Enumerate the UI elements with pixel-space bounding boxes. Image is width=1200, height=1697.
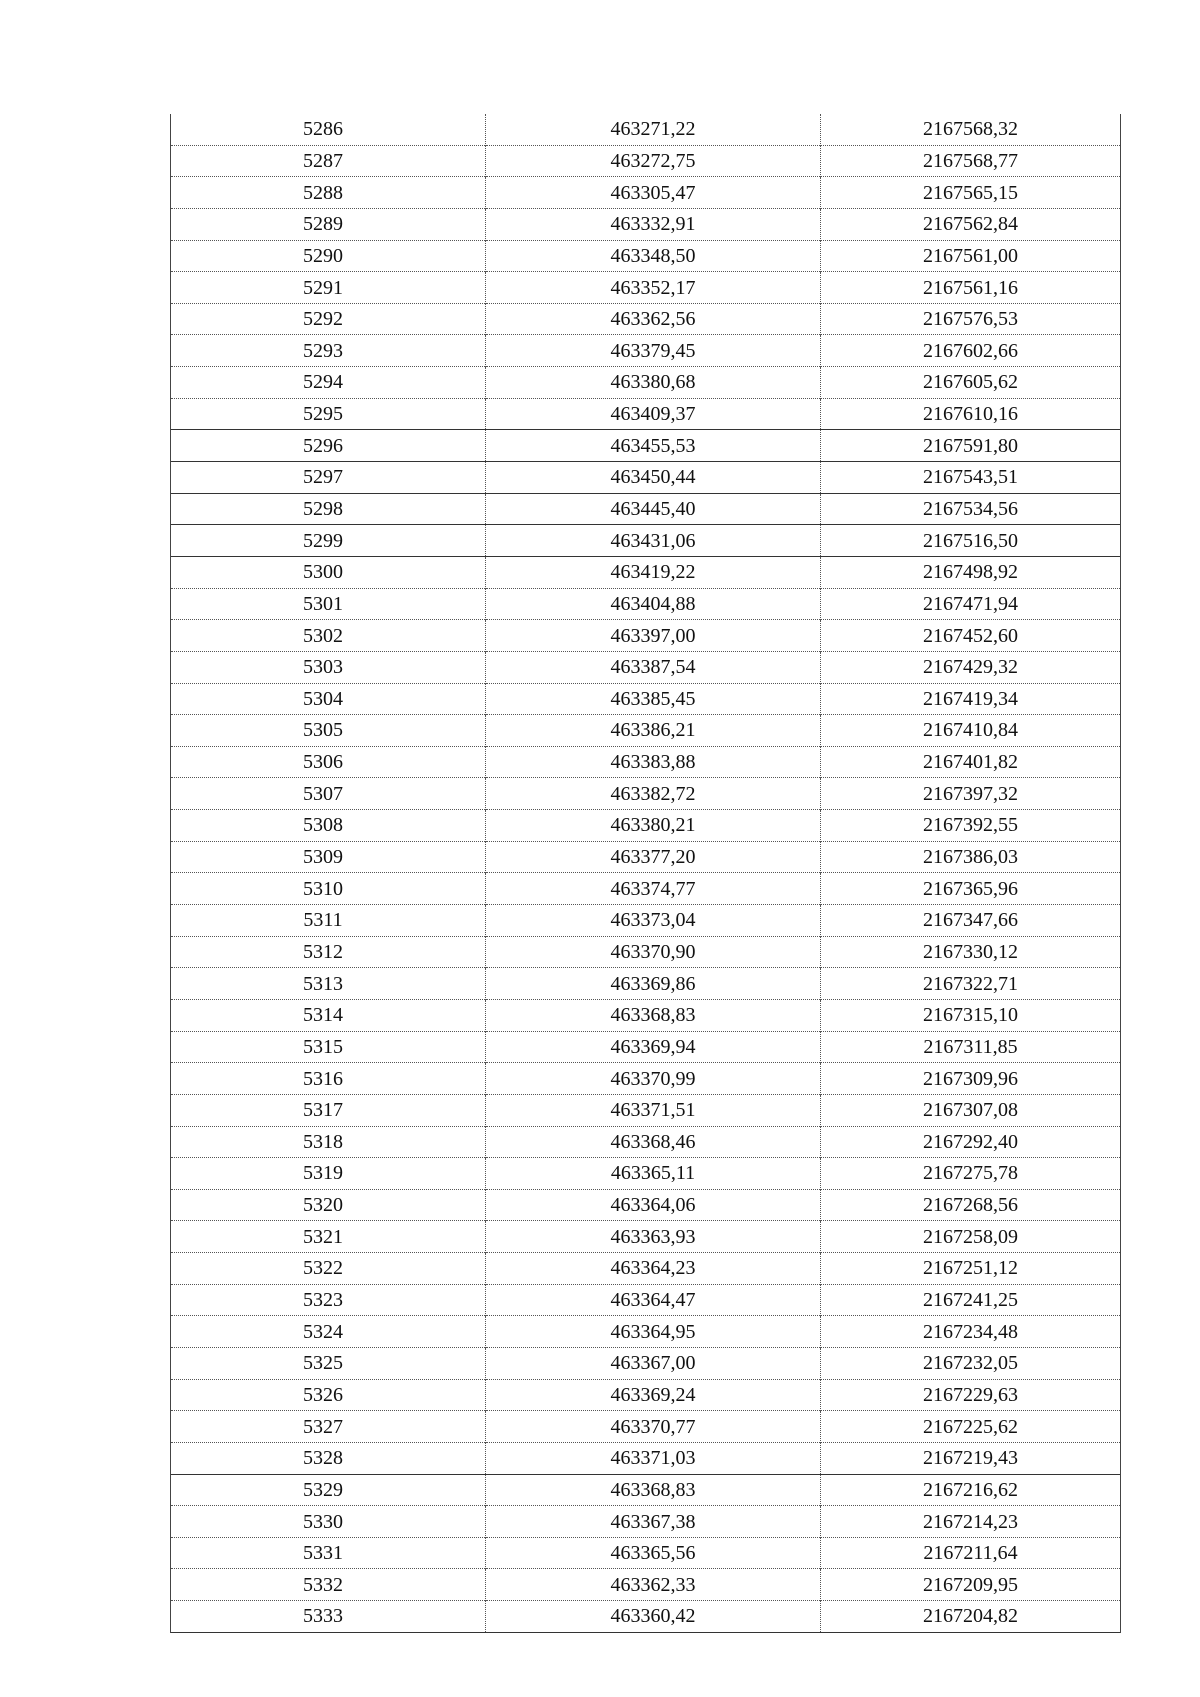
table-row — [171, 145, 1121, 177]
point-number-cell: 5288 — [171, 177, 486, 209]
table-row — [171, 715, 1121, 747]
x-coordinate-cell: 463371,51 — [486, 1094, 821, 1126]
x-coordinate-cell: 463379,45 — [486, 335, 821, 367]
y-coordinate-cell: 2167311,85 — [821, 1031, 1121, 1063]
y-coordinate-cell: 2167229,63 — [821, 1379, 1121, 1411]
table-row — [171, 1158, 1121, 1190]
table-row — [171, 683, 1121, 715]
x-coordinate-cell: 463367,38 — [486, 1506, 821, 1538]
point-number-cell: 5289 — [171, 208, 486, 240]
point-number-cell: 5319 — [171, 1158, 486, 1190]
table-row — [171, 335, 1121, 367]
x-coordinate-cell: 463371,03 — [486, 1442, 821, 1474]
table-row — [171, 999, 1121, 1031]
x-coordinate-cell: 463380,21 — [486, 810, 821, 842]
x-coordinate-cell: 463383,88 — [486, 746, 821, 778]
point-number-cell: 5290 — [171, 240, 486, 272]
y-coordinate-cell: 2167392,55 — [821, 810, 1121, 842]
y-coordinate-cell: 2167322,71 — [821, 968, 1121, 1000]
point-number-cell: 5311 — [171, 905, 486, 937]
x-coordinate-cell: 463365,11 — [486, 1158, 821, 1190]
point-number-cell: 5327 — [171, 1411, 486, 1443]
x-coordinate-cell: 463386,21 — [486, 715, 821, 747]
point-number-cell: 5325 — [171, 1347, 486, 1379]
x-coordinate-cell: 463380,68 — [486, 367, 821, 399]
point-number-cell: 5330 — [171, 1506, 486, 1538]
point-number-cell: 5305 — [171, 715, 486, 747]
table-row — [171, 398, 1121, 430]
point-number-cell: 5321 — [171, 1221, 486, 1253]
point-number-cell: 5310 — [171, 873, 486, 905]
table-row — [171, 1221, 1121, 1253]
coordinates-table — [170, 114, 1121, 1633]
x-coordinate-cell: 463370,90 — [486, 936, 821, 968]
x-coordinate-cell: 463370,77 — [486, 1411, 821, 1443]
y-coordinate-cell: 2167568,32 — [821, 114, 1121, 145]
x-coordinate-cell: 463385,45 — [486, 683, 821, 715]
table-row — [171, 1474, 1121, 1506]
table-row — [171, 272, 1121, 304]
y-coordinate-cell: 2167315,10 — [821, 999, 1121, 1031]
y-coordinate-cell: 2167209,95 — [821, 1569, 1121, 1601]
y-coordinate-cell: 2167234,48 — [821, 1316, 1121, 1348]
y-coordinate-cell: 2167429,32 — [821, 651, 1121, 683]
table-row — [171, 1569, 1121, 1601]
y-coordinate-cell: 2167214,23 — [821, 1506, 1121, 1538]
point-number-cell: 5326 — [171, 1379, 486, 1411]
x-coordinate-cell: 463369,24 — [486, 1379, 821, 1411]
y-coordinate-cell: 2167561,00 — [821, 240, 1121, 272]
y-coordinate-cell: 2167219,43 — [821, 1442, 1121, 1474]
point-number-cell: 5291 — [171, 272, 486, 304]
table-row — [171, 1189, 1121, 1221]
x-coordinate-cell: 463369,94 — [486, 1031, 821, 1063]
point-number-cell: 5300 — [171, 556, 486, 588]
y-coordinate-cell: 2167543,51 — [821, 462, 1121, 494]
table-row — [171, 778, 1121, 810]
point-number-cell: 5293 — [171, 335, 486, 367]
y-coordinate-cell: 2167232,05 — [821, 1347, 1121, 1379]
y-coordinate-cell: 2167397,32 — [821, 778, 1121, 810]
y-coordinate-cell: 2167365,96 — [821, 873, 1121, 905]
y-coordinate-cell: 2167241,25 — [821, 1284, 1121, 1316]
point-number-cell: 5318 — [171, 1126, 486, 1158]
x-coordinate-cell: 463404,88 — [486, 588, 821, 620]
table-row — [171, 905, 1121, 937]
point-number-cell: 5299 — [171, 525, 486, 557]
table-row — [171, 841, 1121, 873]
y-coordinate-cell: 2167330,12 — [821, 936, 1121, 968]
coordinates-table-body — [171, 114, 1121, 1632]
x-coordinate-cell: 463362,56 — [486, 303, 821, 335]
point-number-cell: 5306 — [171, 746, 486, 778]
y-coordinate-cell: 2167498,92 — [821, 556, 1121, 588]
y-coordinate-cell: 2167561,16 — [821, 272, 1121, 304]
x-coordinate-cell: 463364,95 — [486, 1316, 821, 1348]
x-coordinate-cell: 463367,00 — [486, 1347, 821, 1379]
x-coordinate-cell: 463352,17 — [486, 272, 821, 304]
y-coordinate-cell: 2167516,50 — [821, 525, 1121, 557]
x-coordinate-cell: 463455,53 — [486, 430, 821, 462]
point-number-cell: 5308 — [171, 810, 486, 842]
point-number-cell: 5331 — [171, 1537, 486, 1569]
table-row — [171, 430, 1121, 462]
point-number-cell: 5298 — [171, 493, 486, 525]
table-row — [171, 493, 1121, 525]
point-number-cell: 5286 — [171, 114, 486, 145]
point-number-cell: 5313 — [171, 968, 486, 1000]
table-row — [171, 240, 1121, 272]
table-row — [171, 1094, 1121, 1126]
table-row — [171, 968, 1121, 1000]
y-coordinate-cell: 2167275,78 — [821, 1158, 1121, 1190]
table-row — [171, 1063, 1121, 1095]
table-row — [171, 1347, 1121, 1379]
point-number-cell: 5303 — [171, 651, 486, 683]
table-row — [171, 746, 1121, 778]
x-coordinate-cell: 463368,46 — [486, 1126, 821, 1158]
y-coordinate-cell: 2167419,34 — [821, 683, 1121, 715]
x-coordinate-cell: 463272,75 — [486, 145, 821, 177]
y-coordinate-cell: 2167410,84 — [821, 715, 1121, 747]
x-coordinate-cell: 463370,99 — [486, 1063, 821, 1095]
y-coordinate-cell: 2167471,94 — [821, 588, 1121, 620]
y-coordinate-cell: 2167562,84 — [821, 208, 1121, 240]
table-row — [171, 873, 1121, 905]
table-row — [171, 1284, 1121, 1316]
x-coordinate-cell: 463369,86 — [486, 968, 821, 1000]
x-coordinate-cell: 463363,93 — [486, 1221, 821, 1253]
point-number-cell: 5317 — [171, 1094, 486, 1126]
point-number-cell: 5328 — [171, 1442, 486, 1474]
y-coordinate-cell: 2167610,16 — [821, 398, 1121, 430]
y-coordinate-cell: 2167347,66 — [821, 905, 1121, 937]
table-row — [171, 810, 1121, 842]
point-number-cell: 5292 — [171, 303, 486, 335]
x-coordinate-cell: 463431,06 — [486, 525, 821, 557]
point-number-cell: 5287 — [171, 145, 486, 177]
table-row — [171, 367, 1121, 399]
table-row — [171, 651, 1121, 683]
table-row — [171, 1253, 1121, 1285]
x-coordinate-cell: 463368,83 — [486, 1474, 821, 1506]
y-coordinate-cell: 2167225,62 — [821, 1411, 1121, 1443]
y-coordinate-cell: 2167534,56 — [821, 493, 1121, 525]
table-row — [171, 1379, 1121, 1411]
y-coordinate-cell: 2167565,15 — [821, 177, 1121, 209]
x-coordinate-cell: 463397,00 — [486, 620, 821, 652]
point-number-cell: 5307 — [171, 778, 486, 810]
x-coordinate-cell: 463419,22 — [486, 556, 821, 588]
y-coordinate-cell: 2167591,80 — [821, 430, 1121, 462]
y-coordinate-cell: 2167204,82 — [821, 1601, 1121, 1633]
y-coordinate-cell: 2167309,96 — [821, 1063, 1121, 1095]
table-row — [171, 1316, 1121, 1348]
y-coordinate-cell: 2167216,62 — [821, 1474, 1121, 1506]
point-number-cell: 5323 — [171, 1284, 486, 1316]
y-coordinate-cell: 2167292,40 — [821, 1126, 1121, 1158]
y-coordinate-cell: 2167605,62 — [821, 367, 1121, 399]
point-number-cell: 5315 — [171, 1031, 486, 1063]
x-coordinate-cell: 463445,40 — [486, 493, 821, 525]
x-coordinate-cell: 463409,37 — [486, 398, 821, 430]
y-coordinate-cell: 2167386,03 — [821, 841, 1121, 873]
x-coordinate-cell: 463450,44 — [486, 462, 821, 494]
y-coordinate-cell: 2167602,66 — [821, 335, 1121, 367]
table-row — [171, 208, 1121, 240]
table-row — [171, 588, 1121, 620]
point-number-cell: 5316 — [171, 1063, 486, 1095]
y-coordinate-cell: 2167211,64 — [821, 1537, 1121, 1569]
x-coordinate-cell: 463374,77 — [486, 873, 821, 905]
table-row — [171, 177, 1121, 209]
point-number-cell: 5295 — [171, 398, 486, 430]
y-coordinate-cell: 2167251,12 — [821, 1253, 1121, 1285]
x-coordinate-cell: 463364,47 — [486, 1284, 821, 1316]
point-number-cell: 5302 — [171, 620, 486, 652]
x-coordinate-cell: 463305,47 — [486, 177, 821, 209]
point-number-cell: 5320 — [171, 1189, 486, 1221]
y-coordinate-cell: 2167258,09 — [821, 1221, 1121, 1253]
table-row — [171, 1411, 1121, 1443]
point-number-cell: 5297 — [171, 462, 486, 494]
point-number-cell: 5333 — [171, 1601, 486, 1633]
table-row — [171, 556, 1121, 588]
y-coordinate-cell: 2167576,53 — [821, 303, 1121, 335]
x-coordinate-cell: 463365,56 — [486, 1537, 821, 1569]
x-coordinate-cell: 463364,23 — [486, 1253, 821, 1285]
x-coordinate-cell: 463362,33 — [486, 1569, 821, 1601]
table-row — [171, 936, 1121, 968]
point-number-cell: 5324 — [171, 1316, 486, 1348]
x-coordinate-cell: 463360,42 — [486, 1601, 821, 1633]
table-row — [171, 1537, 1121, 1569]
y-coordinate-cell: 2167452,60 — [821, 620, 1121, 652]
x-coordinate-cell: 463348,50 — [486, 240, 821, 272]
x-coordinate-cell: 463368,83 — [486, 999, 821, 1031]
point-number-cell: 5304 — [171, 683, 486, 715]
table-row — [171, 1506, 1121, 1538]
table-row — [171, 1031, 1121, 1063]
point-number-cell: 5314 — [171, 999, 486, 1031]
table-row — [171, 620, 1121, 652]
table-row — [171, 303, 1121, 335]
x-coordinate-cell: 463387,54 — [486, 651, 821, 683]
x-coordinate-cell: 463377,20 — [486, 841, 821, 873]
y-coordinate-cell: 2167401,82 — [821, 746, 1121, 778]
y-coordinate-cell: 2167568,77 — [821, 145, 1121, 177]
y-coordinate-cell: 2167307,08 — [821, 1094, 1121, 1126]
table-row — [171, 1442, 1121, 1474]
table-row — [171, 1601, 1121, 1633]
x-coordinate-cell: 463271,22 — [486, 114, 821, 145]
table-row — [171, 525, 1121, 557]
point-number-cell: 5312 — [171, 936, 486, 968]
point-number-cell: 5309 — [171, 841, 486, 873]
point-number-cell: 5332 — [171, 1569, 486, 1601]
table-row — [171, 114, 1121, 145]
point-number-cell: 5322 — [171, 1253, 486, 1285]
point-number-cell: 5301 — [171, 588, 486, 620]
point-number-cell: 5296 — [171, 430, 486, 462]
x-coordinate-cell: 463332,91 — [486, 208, 821, 240]
point-number-cell: 5329 — [171, 1474, 486, 1506]
table-row — [171, 1126, 1121, 1158]
x-coordinate-cell: 463364,06 — [486, 1189, 821, 1221]
table-row — [171, 462, 1121, 494]
x-coordinate-cell: 463382,72 — [486, 778, 821, 810]
y-coordinate-cell: 2167268,56 — [821, 1189, 1121, 1221]
point-number-cell: 5294 — [171, 367, 486, 399]
x-coordinate-cell: 463373,04 — [486, 905, 821, 937]
